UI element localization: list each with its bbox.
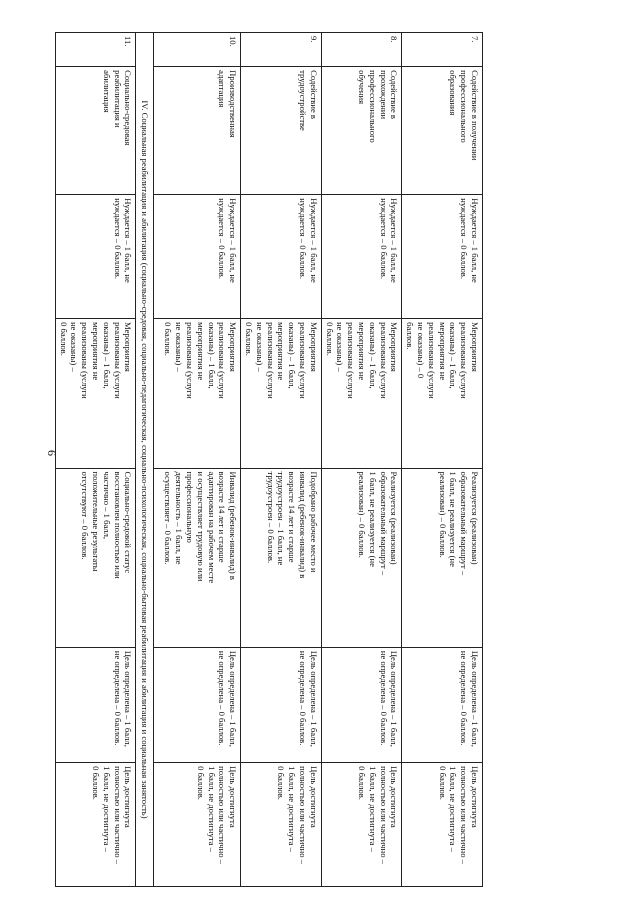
- result-score: Инвалид (ребенок-инвалид) в возрасте 14 лет и старше адаптирован на рабочем месте и осуществляет трудовую или профессиональную деятельность – 1 балл, не осуществляет – 0 баллов.: [154, 468, 241, 647]
- table-row: [154, 33, 241, 887]
- measure-name: Содействие в получении профессионального образования: [402, 67, 483, 195]
- goal-defined-score: Цель определена – 1 балл, не определена – 0 баллов.: [154, 647, 241, 762]
- table-row: [402, 33, 483, 887]
- table-row: [55, 33, 136, 887]
- goal-defined-score: Цель определена – 1 балл, не определена – 0 баллов.: [55, 647, 136, 762]
- goal-achieved-score: Цель достигнута полностью или частично – 1 балл, не достигнута – 0 баллов.: [241, 763, 322, 887]
- need-score: Нуждается – 1 балл, не нуждается – 0 баллов.: [321, 195, 402, 319]
- result-score: Реализуется (реализован) образовательный маршрут – 1 балл, не реализуется (не реализован) – 0 баллов.: [402, 468, 483, 647]
- measure-name: Содействие в прохождении профессионального обучения: [321, 67, 402, 195]
- goal-achieved-score: Цель достигнута полностью или частично – 1 балл, не достигнута – 0 баллов.: [321, 763, 402, 887]
- measure-name: Производственная адаптация: [154, 67, 241, 195]
- result-score: Социально-средовой статус восстановлен полностью или частично – 1 балл, положительные результаты отсутствуют – 0 баллов.: [55, 468, 136, 647]
- section-row: [136, 33, 154, 887]
- measure-name: Содействие в трудоустройстве: [241, 67, 322, 195]
- need-score: Нуждается – 1 балл, не нуждается – 0 баллов.: [154, 195, 241, 319]
- goal-defined-score: Цель определена – 1 балл, не определена – 0 баллов.: [402, 647, 483, 762]
- criteria-table: [55, 32, 483, 887]
- measures-score: Мероприятия реализованы (услуги оказаны) – 1 балл, мероприятия не реализованы (услуги не оказаны) – 0 баллов.: [402, 319, 483, 468]
- table-row: [321, 33, 402, 887]
- row-number: 8.: [321, 33, 402, 67]
- goal-achieved-score: Цель достигнута полностью или частично – 1 балл, не достигнута – 0 баллов.: [154, 763, 241, 887]
- row-number: 7.: [402, 33, 483, 67]
- table-row: [241, 33, 322, 887]
- rotated-table-wrapper: [58, 32, 483, 887]
- need-score: Нуждается – 1 балл, не нуждается – 0 баллов.: [241, 195, 322, 319]
- result-score: Реализуется (реализован) образовательный маршрут – 1 балл, не реализуется (не реализован) – 0 баллов.: [321, 468, 402, 647]
- goal-achieved-score: Цель достигнута полностью или частично – 1 балл, не достигнута – 0 баллов.: [402, 763, 483, 887]
- row-number: 11.: [55, 33, 136, 67]
- goal-defined-score: Цель определена – 1 балл, не определена – 0 баллов.: [321, 647, 402, 762]
- goal-defined-score: Цель определена – 1 балл, не определена – 0 баллов.: [241, 647, 322, 762]
- measures-score: Мероприятия реализованы (услуги оказаны) – 1 балл, мероприятия не реализованы (услуги не оказаны) – 0 баллов.: [241, 319, 322, 468]
- row-number: 9.: [241, 33, 322, 67]
- page-number: 6: [45, 450, 59, 456]
- goal-achieved-score: Цель достигнута полностью или частично – 1 балл, не достигнута – 0 баллов.: [55, 763, 136, 887]
- measures-score: Мероприятия реализованы (услуги оказаны) – 1 балл, мероприятия не реализованы (услуги не оказаны) – 0 баллов.: [154, 319, 241, 468]
- row-number: 10.: [154, 33, 241, 67]
- need-score: Нуждается – 1 балл, не нуждается – 0 баллов.: [55, 195, 136, 319]
- measures-score: Мероприятия реализованы (услуги оказаны) – 1 балл, мероприятия не реализованы (услуги не оказаны) – 0 баллов.: [55, 319, 136, 468]
- measure-name: Социально-средовая реабилитация и абилитация: [55, 67, 136, 195]
- measures-score: Мероприятия реализованы (услуги оказаны) – 1 балл, мероприятия не реализованы (услуги не оказаны) – 0 баллов.: [321, 319, 402, 468]
- result-score: Подобрано рабочее место и инвалид (ребенок-инвалид) в возрасте 14 лет и старше трудоустроен – 1 балл, не трудоустроен – 0 баллов.: [241, 468, 322, 647]
- need-score: Нуждается – 1 балл, не нуждается – 0 баллов.: [402, 195, 483, 319]
- section-heading: IV. Социальная реабилитация и абилитация (социально-средовая, социально-педагогическая, социально-психологическая, социально-бытовая реабилитация и абилитация и социальная занятость): [136, 33, 154, 887]
